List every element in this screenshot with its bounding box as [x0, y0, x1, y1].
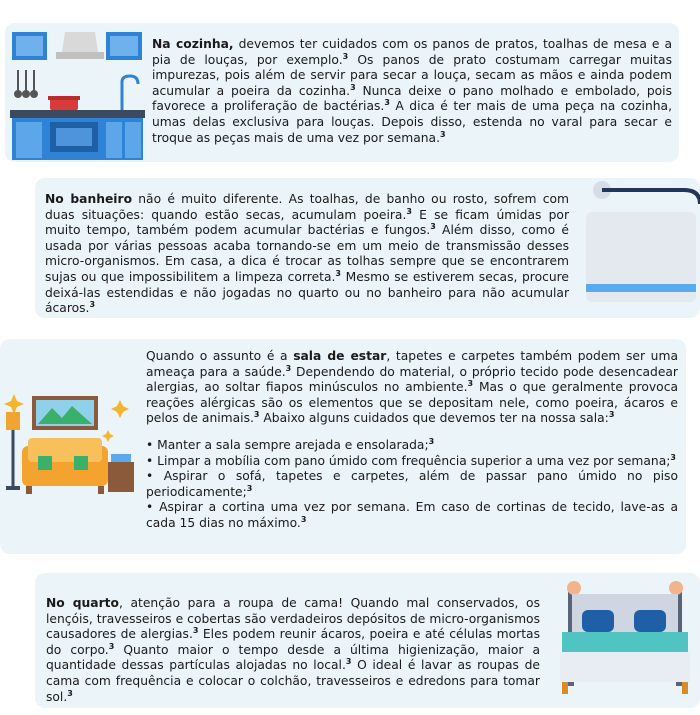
kitchen-icon: [10, 30, 145, 160]
living-room-icon: [0, 390, 140, 500]
list-item: • Limpar a mobília com pano úmido com frequência superior a uma vez por semana;$^3$: [146, 452, 676, 468]
bed-icon: [558, 576, 696, 700]
towel-rack-icon: [584, 180, 700, 316]
bathroom-lead: No banheiro: [45, 192, 133, 206]
list-item: • Aspirar a cortina uma vez por semana. Em caso de cortinas de tecido, lave-as a cada 15 dias no máximo.$^3$: [146, 500, 678, 530]
list-item: • Aspirar o sofá, tapetes e carpetes, além de passar pano úmido no piso periodicamente;$^3$: [146, 469, 678, 499]
bedroom-lead: No quarto: [46, 596, 119, 610]
bedroom-text: No quarto, atenção para a roupa de cama! Quando mal conservados, os lençóis, travesseiros e cobertas são verdadeiros depósitos de micro-organismos causadores de alergias.$^3$ Eles podem reunir ácaros, poeira e até células mortas do corpo.$^3$ Quanto maior o tempo desde a última higienização, maior a quantidade dessas partículas alojadas no local.$^3$ O ideal é lavar as roupas de cama com frequência e colocar o colchão, travesseiros e edredons para tomar sol.$^3$: [46, 596, 540, 704]
living-room-lead: sala de estar: [293, 349, 387, 363]
kitchen-lead: Na cozinha,: [152, 37, 234, 51]
list-item: • Manter a sala sempre arejada e ensolarada;$^3$: [146, 436, 435, 452]
bathroom-text: No banheiro não é muito diferente. As toalhas, de banho ou rosto, sofrem com duas situações: quando estão secas, acumulam poeira.$^3$ E se ficam úmidas por muito tempo, também podem acumular bactérias e fungos.$^3$ Além disso, como é usada por várias pessoas acaba tornando-se em um meio de transmissão desses micro-organismos. Em casa, a dica é trocar as tolhas sempre que se encontrarem sujas ou que impossibilitem a limpeza correta.$^3$ Mesmo se estiverem secas, procure deixá-las estendidas e não jogadas no quarto ou no banheiro para não acumular ácaros.$^3$: [45, 192, 570, 316]
living-room-text: Quando o assunto é a sala de estar, tapetes e carpetes também podem ser uma ameaça para a saúde.$^3$ Dependendo do material, o próprio tecido pode desencadear alergias, ao soltar fiapos minúsculos no ambiente.$^3$ Mas o que geralmente provoca reações alérgicas são os elementos que se depositam nele, como poeira, ácaros e pelos de animais.$^3$ Abaixo alguns cuidados que devemos ter na nossa sala:$^3$ • Manter a sala sempre arejada e ensolarada;$^3$ • Limpar a mobília com pano úmido com frequência superior a uma vez por semana;$^3$ • Aspirar o sofá, tapetes e carpetes, além de passar pano úmido no piso periodicamente;$^3$ • Aspirar a cortina uma vez por semana. Em caso de cortinas de tecido, lave-as a cada 15 dias no máximo.$^3$: [146, 349, 678, 530]
kitchen-text: Na cozinha, devemos ter cuidados com os panos de pratos, toalhas de mesa e a pia de louças, por exemplo.$^3$ Os panos de prato costumam carregar muitas impurezas, pois além de servir para secar a louça, secam as mãos e ainda podem acumular a poeira da cozinha.$^3$ Nunca deixe o pano molhado e embolado, pois favorece a proliferação de bactérias.$^3$ A dica é ter mais de uma peça na cozinha, umas delas exclusiva para louças. Depois disso, estenda no varal para secar e troque as peças mais de uma vez por semana.$^3$: [152, 37, 672, 145]
